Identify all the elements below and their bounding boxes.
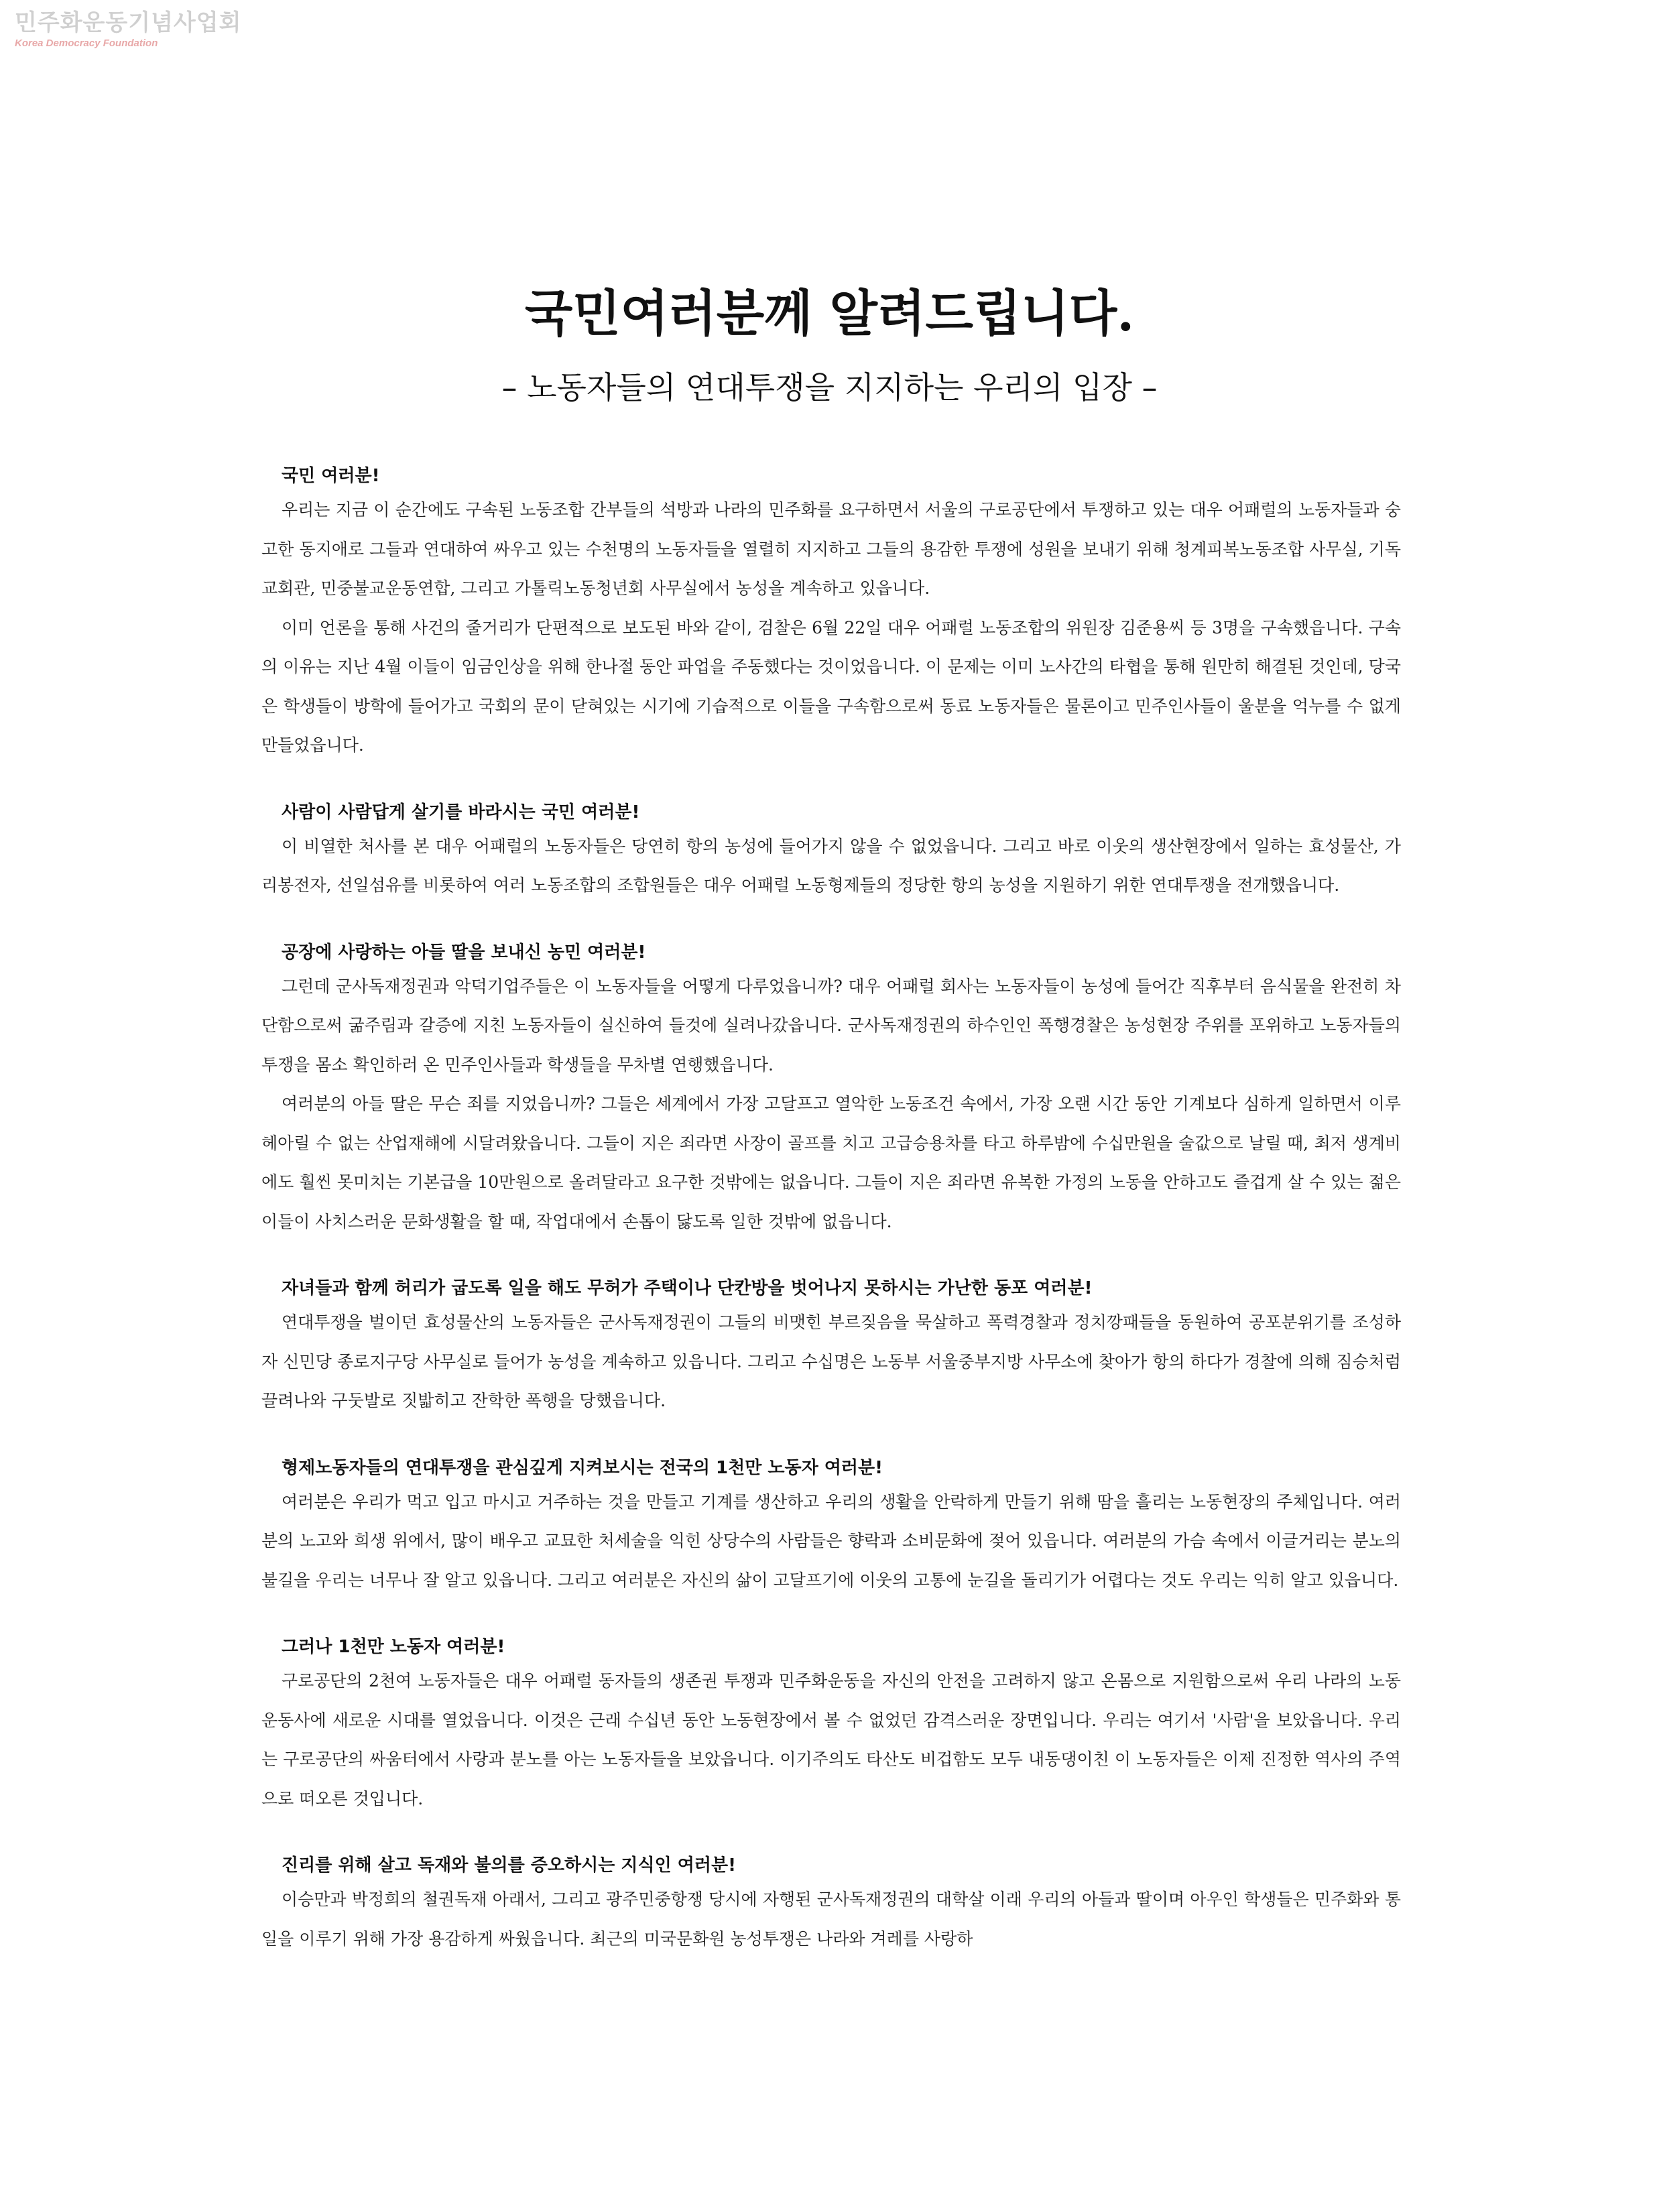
watermark-name-en: Korea Democracy Foundation bbox=[15, 38, 158, 49]
section-5 bbox=[261, 1453, 1401, 1601]
paragraph: 구로공단의 2천여 노동자들은 대우 어패럴 동자들의 생존권 투쟁과 민주화운동을 자신의 안전을 고려하지 않고 온몸으로 지원함으로써 우리 나라의 노동운동사에 새로운 시대를 열었읍니다. 이것은 근래 수십년 동안 노동현장에서 볼 수 없었던 감격스러운 장면입니다. 우리는 여기서 '사람'을 보았읍니다. 우리는 구로공단의 싸움터에서 사랑과 분노를 아는 노동자들을 보았읍니다. 이기주의도 타산도 비겁함도 모두 내동댕이친 이 노동자들은 이제 진정한 역사의 주역으로 떠오른 것입니다. bbox=[261, 1671, 1401, 1808]
section-1 bbox=[261, 461, 1401, 765]
section-heading: 진리를 위해 살고 독재와 불의를 증오하시는 지식인 여러분! bbox=[282, 1855, 737, 1876]
section-heading: 형제노동자들의 연대투쟁을 관심깊게 지켜보시는 전국의 1천만 노동자 여러분! bbox=[282, 1457, 883, 1478]
section-6 bbox=[261, 1632, 1401, 1819]
foundation-watermark bbox=[15, 9, 241, 50]
section-heading: 사람이 사람답게 살기를 바라시는 국민 여러분! bbox=[282, 802, 640, 822]
paragraph: 이승만과 박정희의 철권독재 아래서, 그리고 광주민중항쟁 당시에 자행된 군사독재정권의 대학살 이래 우리의 아들과 딸이며 아우인 학생들은 민주화와 통일을 이루기 위해 가장 용감하게 싸웠읍니다. 최근의 미국문화원 농성투쟁은 나라와 겨레를 사랑하 bbox=[261, 1890, 1401, 1949]
section-7 bbox=[261, 1851, 1401, 1959]
section-4 bbox=[261, 1274, 1401, 1421]
paragraph: 여러분은 우리가 먹고 입고 마시고 거주하는 것을 만들고 기계를 생산하고 우리의 생활을 안락하게 만들기 위해 땀을 흘리는 노동현장의 주체입니다. 여러분의 노고와 희생 위에서, 많이 배우고 교묘한 처세술을 익힌 상당수의 사람들은 향락과 소비문화에 젖어 있읍니다. 여러분의 가슴 속에서 이글거리는 분노의 불길을 우리는 너무나 잘 알고 있읍니다. 그리고 여러분은 자신의 삶이 고달프기에 이웃의 고통에 눈길을 돌리기가 어렵다는 것도 우리는 익히 알고 있읍니다. bbox=[261, 1491, 1401, 1590]
watermark-name: 민주화운동기념사업회 bbox=[15, 9, 242, 36]
document-body bbox=[261, 461, 1401, 1991]
paragraph: 이 비열한 처사를 본 대우 어패럴의 노동자들은 당연히 항의 농성에 들어가지 않을 수 없었읍니다. 그리고 바로 이웃의 생산현장에서 일하는 효성물산, 가리봉전자, 선일섬유를 비롯하여 여러 노동조합의 조합원들은 대우 어패럴 노동형제들의 정당한 항의 농성을 지원하기 위한 연대투쟁을 전개했읍니다. bbox=[261, 836, 1401, 895]
section-2 bbox=[261, 798, 1401, 906]
section-heading: 공장에 사랑하는 아들 딸을 보내신 농민 여러분! bbox=[282, 942, 646, 963]
paragraph: 연대투쟁을 벌이던 효성물산의 노동자들은 군사독재정권이 그들의 비맷힌 부르짖음을 묵살하고 폭력경찰과 정치깡패들을 동원하여 공포분위기를 조성하자 신민당 종로지구당 사무실로 들어가 농성을 계속하고 있읍니다. 그리고 수십명은 노동부 서울중부지방 사무소에 찾아가 항의 하다가 경찰에 의해 짐승처럼 끌려나와 구둣발로 짓밟히고 잔학한 폭행을 당했읍니다. bbox=[261, 1312, 1401, 1410]
paragraph: 우리는 지금 이 순간에도 구속된 노동조합 간부들의 석방과 나라의 민주화를 요구하면서 서울의 구로공단에서 투쟁하고 있는 대우 어패럴의 노동자들과 숭고한 동지애로 그들과 연대하여 싸우고 있는 수천명의 노동자들을 열렬히 지지하고 그들의 용감한 투쟁에 성원을 보내기 위해 청계피복노동조합 사무실, 기독교회관, 민중불교운동연합, 그리고 가톨릭노동청년회 사무실에서 농성을 계속하고 있읍니다. bbox=[261, 500, 1401, 598]
section-heading: 자녀들과 함께 허리가 굽도록 일을 해도 무허가 주택이나 단칸방을 벗어나지 못하시는 가난한 동포 여러분! bbox=[282, 1278, 1093, 1298]
paragraph: 그런데 군사독재정권과 악덕기업주들은 이 노동자들을 어떻게 다루었읍니까? 대우 어패럴 회사는 노동자들이 농성에 들어간 직후부터 음식물을 완전히 차단함으로써 굶주림과 갈증에 지친 노동자들이 실신하여 들것에 실려나갔읍니다. 군사독재정권의 하수인인 폭행경찰은 농성현장 주위를 포위하고 노동자들의 투쟁을 몸소 확인하러 온 민주인사들과 학생들을 무차별 연행했읍니다. bbox=[261, 976, 1401, 1074]
document-subtitle: – 노동자들의 연대투쟁을 지지하는 우리의 입장 – bbox=[501, 369, 1158, 406]
section-heading: 국민 여러분! bbox=[282, 466, 380, 486]
document-title: 국민여러분께 알려드립니다. bbox=[524, 285, 1135, 343]
paragraph: 여러분의 아들 딸은 무슨 죄를 지었읍니까? 그들은 세계에서 가장 고달프고 열악한 노동조건 속에서, 가장 오랜 시간 동안 기계보다 심하게 일하면서 이루 헤아릴 수 없는 산업재해에 시달려왔읍니다. 그들이 지은 죄라면 사장이 골프를 치고 고급승용차를 타고 하루밤에 수십만원을 술값으로 날릴 때, 최저 생계비에도 훨씬 못미치는 기본급을 10만원으로 올려달라고 요구한 것밖에는 없읍니다. 그들이 지은 죄라면 유복한 가정의 노동을 안하고도 즐겁게 살 수 있는 젊은이들이 사치스러운 문화생활을 할 때, 작업대에서 손톱이 닳도록 일한 것밖에 없읍니다. bbox=[261, 1094, 1401, 1231]
section-heading: 그러나 1천만 노동자 여러분! bbox=[282, 1637, 505, 1657]
section-3 bbox=[261, 938, 1401, 1242]
paragraph: 이미 언론을 통해 사건의 줄거리가 단편적으로 보도된 바와 같이, 검찰은 6월 22일 대우 어패럴 노동조합의 위원장 김준용씨 등 3명을 구속했읍니다. 구속의 이유는 지난 4월 이들이 임금인상을 위해 한나절 동안 파업을 주동했다는 것이었읍니다. 이 문제는 이미 노사간의 타협을 통해 원만히 해결된 것인데, 당국은 학생들이 방학에 들어가고 국회의 문이 닫혀있는 시기에 기습적으로 이들을 구속함으로써 동료 노동자들은 물론이고 민주인사들이 울분을 억누를 수 없게 만들었읍니다. bbox=[261, 617, 1401, 755]
